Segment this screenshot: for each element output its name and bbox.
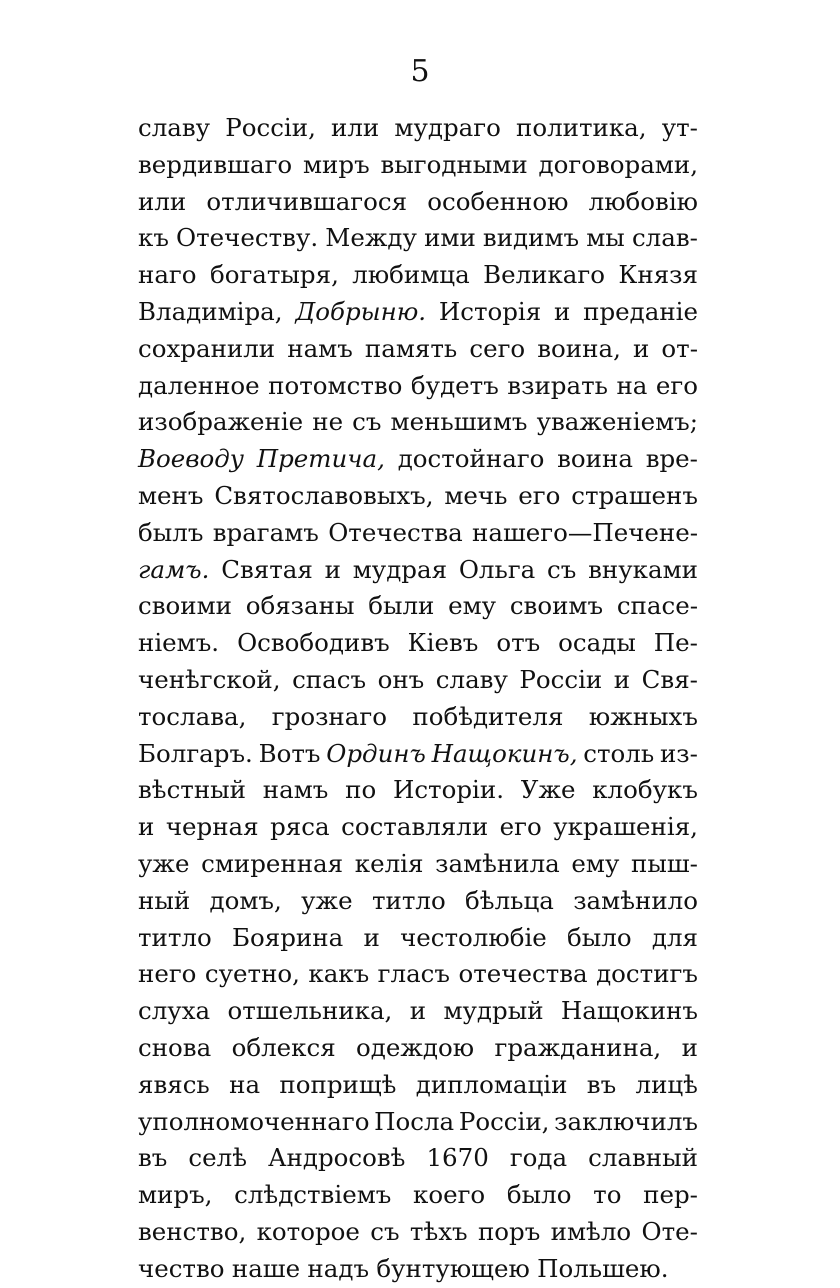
text-line bbox=[138, 1030, 698, 1067]
word: сохранили bbox=[138, 333, 276, 363]
word: ряса bbox=[270, 812, 330, 842]
word: мудрый bbox=[443, 996, 544, 1026]
word: особенною bbox=[427, 186, 569, 216]
word: внуками bbox=[588, 554, 698, 584]
word: поприщѣ bbox=[279, 1069, 397, 1099]
word: Князя bbox=[618, 260, 698, 290]
text-line bbox=[138, 147, 698, 184]
text-line bbox=[138, 883, 698, 920]
word: взирать bbox=[507, 370, 608, 400]
body-text bbox=[138, 110, 698, 1288]
word: наше bbox=[231, 1253, 301, 1283]
word: даленное bbox=[138, 370, 260, 400]
word: менъ bbox=[138, 480, 204, 510]
word: пыш- bbox=[631, 848, 698, 878]
word: миръ bbox=[303, 149, 370, 179]
word: гражданина, bbox=[494, 1032, 662, 1062]
word: ему bbox=[448, 591, 497, 621]
word: уже bbox=[301, 885, 353, 915]
word: ему bbox=[571, 848, 620, 878]
word: Андросовѣ bbox=[267, 1143, 406, 1173]
word: къ bbox=[138, 223, 169, 253]
text-line bbox=[138, 736, 698, 773]
text-line bbox=[138, 331, 698, 368]
word: и bbox=[632, 333, 650, 363]
text-line bbox=[138, 920, 698, 957]
word: грознаго bbox=[271, 701, 387, 731]
word: какъ bbox=[308, 959, 370, 989]
text-line bbox=[138, 625, 698, 662]
word: отечества bbox=[458, 959, 588, 989]
word: Святославовыхъ, bbox=[214, 480, 434, 510]
word: честолюбіе bbox=[400, 922, 547, 952]
word: Отечества bbox=[328, 517, 463, 547]
word: и bbox=[681, 1032, 698, 1062]
word: слѣдствіемъ bbox=[234, 1180, 392, 1210]
word: для bbox=[651, 922, 698, 952]
word: Освободивъ bbox=[237, 628, 390, 658]
word: отличившагося bbox=[206, 186, 408, 216]
word: своимъ bbox=[509, 591, 604, 621]
word: мудраго bbox=[394, 113, 501, 142]
word: славу bbox=[435, 664, 508, 694]
word: от- bbox=[661, 333, 698, 363]
word: обязаны bbox=[245, 591, 355, 621]
word: съ bbox=[370, 1216, 400, 1246]
word: облекся bbox=[231, 1032, 336, 1062]
word: достигъ bbox=[596, 959, 698, 989]
word: и bbox=[363, 922, 380, 952]
word: явясь bbox=[138, 1069, 210, 1099]
word: договорами, bbox=[538, 149, 698, 179]
word: титло bbox=[138, 922, 212, 952]
word: столь bbox=[583, 738, 655, 768]
word: и bbox=[324, 554, 341, 584]
text-line bbox=[138, 257, 698, 294]
text-line bbox=[138, 1104, 698, 1141]
word: его bbox=[499, 812, 542, 842]
word: воина, bbox=[537, 333, 621, 363]
word: любовію bbox=[588, 186, 698, 216]
text-line bbox=[138, 515, 698, 552]
word: уже bbox=[138, 848, 190, 878]
word: сего bbox=[469, 333, 526, 363]
word: онъ bbox=[377, 664, 425, 694]
word: имѣло bbox=[550, 1216, 632, 1246]
word: южныхъ bbox=[588, 701, 698, 731]
word: память bbox=[364, 333, 458, 363]
word: года bbox=[509, 1143, 568, 1173]
word: его bbox=[518, 480, 561, 510]
word: снова bbox=[138, 1032, 212, 1062]
word: былъ bbox=[138, 517, 204, 547]
word: Болгаръ. bbox=[138, 738, 253, 768]
word: славу bbox=[138, 113, 211, 142]
word: Посла bbox=[374, 1106, 455, 1136]
word: из- bbox=[659, 738, 698, 768]
word: славный bbox=[588, 1143, 698, 1173]
word: врагамъ bbox=[212, 517, 319, 547]
text-line bbox=[138, 368, 698, 405]
text-line bbox=[138, 220, 698, 257]
word: украшенія, bbox=[553, 812, 698, 842]
word: Россіи, bbox=[225, 113, 316, 142]
word: съ bbox=[352, 407, 382, 437]
word: одеждою bbox=[356, 1032, 475, 1062]
text-line bbox=[138, 294, 698, 331]
word: пер- bbox=[643, 1180, 698, 1210]
word: Россіи bbox=[519, 664, 603, 694]
word: Владиміра, bbox=[138, 296, 283, 326]
text-line bbox=[138, 441, 698, 478]
word: Пе- bbox=[653, 628, 698, 658]
word: уваженіемъ; bbox=[536, 407, 698, 437]
word: Оте- bbox=[641, 1216, 698, 1246]
word: Россіи, bbox=[458, 1106, 550, 1136]
word: Уже bbox=[520, 775, 576, 805]
word: Кіевъ bbox=[407, 628, 479, 658]
word: составляли bbox=[341, 812, 489, 842]
word: достойнаго bbox=[397, 444, 545, 474]
word: Между bbox=[325, 223, 417, 253]
text-line bbox=[138, 184, 698, 221]
word: Нащокинъ, bbox=[431, 738, 578, 768]
word: Добрыню. bbox=[295, 296, 427, 326]
word: нашего—Печене- bbox=[472, 517, 698, 547]
word: его bbox=[655, 370, 698, 400]
word: мы bbox=[586, 223, 625, 253]
word: коего bbox=[413, 1180, 486, 1210]
word: уполномоченнаго bbox=[138, 1106, 370, 1136]
text-line bbox=[138, 956, 698, 993]
word: замѣнило bbox=[573, 885, 698, 915]
word: него bbox=[138, 959, 197, 989]
word: побѣдителя bbox=[412, 701, 564, 731]
word: ут- bbox=[661, 113, 698, 142]
word: поръ bbox=[477, 1216, 541, 1246]
word: отъ bbox=[496, 628, 541, 658]
text-line bbox=[138, 699, 698, 736]
text-line bbox=[138, 1251, 698, 1288]
text-line bbox=[138, 110, 698, 147]
text-line bbox=[138, 588, 698, 625]
word: было bbox=[506, 1180, 572, 1210]
word: 1670 bbox=[426, 1143, 489, 1173]
word: келія bbox=[354, 848, 424, 878]
word: титло bbox=[371, 885, 446, 915]
word: гамъ. bbox=[138, 554, 210, 584]
word: мудрая bbox=[352, 554, 448, 584]
word: Великаго bbox=[483, 260, 605, 290]
word: на bbox=[616, 370, 648, 400]
text-line bbox=[138, 772, 698, 809]
word: на bbox=[229, 1069, 261, 1099]
word: по bbox=[345, 775, 377, 805]
word: ніемъ. bbox=[138, 628, 220, 658]
word: Свя- bbox=[641, 664, 698, 694]
word: и bbox=[554, 296, 571, 326]
word: отшельника, bbox=[227, 996, 393, 1026]
word: ный bbox=[138, 885, 191, 915]
word: смиренная bbox=[201, 848, 344, 878]
word: замѣнила bbox=[435, 848, 560, 878]
word: мечь bbox=[444, 480, 508, 510]
word: клобукъ bbox=[592, 775, 698, 805]
word: то bbox=[593, 1180, 622, 1210]
word: заключилъ bbox=[554, 1106, 698, 1136]
word: будетъ bbox=[410, 370, 499, 400]
word: страшенъ bbox=[571, 480, 698, 510]
word: вердившаго bbox=[138, 149, 293, 179]
word: Ольга bbox=[458, 554, 536, 584]
word: выгодными bbox=[380, 149, 528, 179]
word: въ bbox=[138, 1143, 168, 1173]
word: Ординъ bbox=[326, 738, 426, 768]
word: съ bbox=[547, 554, 577, 584]
text-line bbox=[138, 662, 698, 699]
word: слуха bbox=[138, 996, 211, 1026]
word: меньшимъ bbox=[390, 407, 528, 437]
word: видимъ bbox=[482, 223, 580, 253]
word: Претича, bbox=[256, 444, 385, 474]
text-line bbox=[138, 404, 698, 441]
word: домъ, bbox=[209, 885, 282, 915]
word: политика, bbox=[515, 113, 647, 142]
word: и bbox=[409, 996, 427, 1026]
word: Воеводу bbox=[138, 444, 245, 474]
word: миръ, bbox=[138, 1180, 213, 1210]
word: чество bbox=[138, 1253, 225, 1283]
word: спасъ bbox=[292, 664, 367, 694]
word: венство, bbox=[138, 1216, 247, 1246]
word: гласъ bbox=[377, 959, 450, 989]
word: спасе- bbox=[616, 591, 698, 621]
word: дипломаціи bbox=[415, 1069, 568, 1099]
word: или bbox=[138, 186, 187, 216]
word: Польшею. bbox=[537, 1253, 669, 1283]
word: черная bbox=[165, 812, 259, 842]
text-line bbox=[138, 1214, 698, 1251]
word: тѣхъ bbox=[409, 1216, 468, 1246]
word: ченѣгской, bbox=[138, 664, 281, 694]
word: любимца bbox=[352, 260, 470, 290]
word: было bbox=[567, 922, 632, 952]
text-line bbox=[138, 846, 698, 883]
word: наго bbox=[138, 260, 197, 290]
text-line bbox=[138, 1067, 698, 1104]
word: ими bbox=[424, 223, 476, 253]
word: Боярина bbox=[232, 922, 344, 952]
word: въ bbox=[586, 1069, 617, 1099]
text-line bbox=[138, 1177, 698, 1214]
word: преданіе bbox=[583, 296, 698, 326]
word: вѣстный bbox=[138, 775, 247, 805]
word: и bbox=[613, 664, 631, 694]
word: Исторіи. bbox=[392, 775, 504, 805]
word: селѣ bbox=[188, 1143, 247, 1173]
word: Отечеству. bbox=[176, 223, 319, 253]
word: воина bbox=[557, 444, 633, 474]
word: надъ bbox=[307, 1253, 370, 1283]
text-line bbox=[138, 993, 698, 1030]
word: осады bbox=[558, 628, 636, 658]
word: слав- bbox=[631, 223, 698, 253]
word: лицѣ bbox=[635, 1069, 698, 1099]
word: бунтующею bbox=[376, 1253, 530, 1283]
word: или bbox=[331, 113, 380, 142]
word: изображеніе bbox=[138, 407, 304, 437]
word: Нащокинъ bbox=[560, 996, 698, 1026]
word: суетно, bbox=[204, 959, 300, 989]
word: Святая bbox=[221, 554, 313, 584]
text-line bbox=[138, 1140, 698, 1177]
word: вре- bbox=[645, 444, 698, 474]
text-line bbox=[138, 809, 698, 846]
word: богатыря, bbox=[209, 260, 339, 290]
word: потомство bbox=[268, 370, 403, 400]
word: не bbox=[312, 407, 344, 437]
word: Вотъ bbox=[258, 738, 321, 768]
word: Исторія bbox=[438, 296, 542, 326]
word: и bbox=[138, 812, 155, 842]
word: были bbox=[368, 591, 435, 621]
page-number: 5 bbox=[410, 54, 430, 89]
text-line bbox=[138, 478, 698, 515]
text-line bbox=[138, 552, 698, 589]
word: намъ bbox=[287, 333, 353, 363]
word: своими bbox=[138, 591, 232, 621]
word: тослава, bbox=[138, 701, 247, 731]
word: бѣльца bbox=[465, 885, 554, 915]
word: намъ bbox=[262, 775, 329, 805]
word: которое bbox=[256, 1216, 360, 1246]
